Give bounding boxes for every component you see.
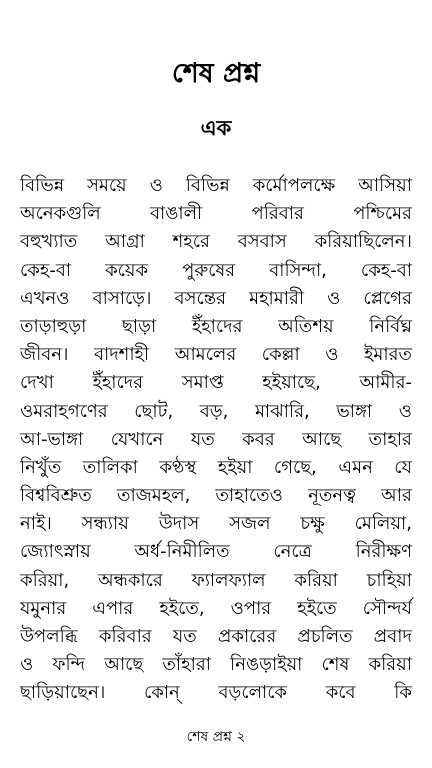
paragraph-word: দেখা bbox=[20, 372, 54, 394]
paragraph-word: চক্ষু bbox=[300, 513, 325, 535]
paragraph-word: যেখানে bbox=[110, 428, 164, 450]
paragraph-word: বড়, bbox=[199, 400, 229, 422]
paragraph-word: পশ্চিমের bbox=[353, 203, 412, 225]
paragraph-word: ইমারত bbox=[364, 344, 412, 366]
paragraph-word: করিয়াছিলেন। bbox=[314, 231, 412, 253]
paragraph-word: কর্মোপলক্ষে bbox=[252, 175, 336, 196]
paragraph-word: মহামারী bbox=[249, 287, 305, 309]
paragraph-word: অতিশয় bbox=[278, 315, 334, 337]
paragraph-word: সময়ে bbox=[86, 175, 127, 196]
paragraph-word: সমাপ্ত bbox=[181, 372, 224, 394]
paragraph-word: উদাস bbox=[158, 513, 200, 535]
paragraph-word: তাড়াহুড়া bbox=[20, 315, 87, 337]
paragraph-word: কণ্ঠস্থ bbox=[159, 456, 197, 478]
paragraph-word: আমীর- bbox=[359, 372, 412, 394]
paragraph-word: করিয়া bbox=[294, 569, 338, 591]
paragraph-word: প্লেগের bbox=[363, 287, 412, 309]
paragraph-word: জীবন। bbox=[20, 344, 69, 366]
paragraph-word: শেষ bbox=[321, 654, 350, 676]
paragraph-line bbox=[20, 623, 412, 651]
paragraph-word: সৌন্দর্য bbox=[362, 597, 412, 619]
paragraph-word: অনেকগুলি bbox=[20, 203, 101, 225]
paragraph-line bbox=[20, 567, 412, 595]
paragraph-word: প্রকারের bbox=[217, 626, 277, 647]
paragraph-word: ও bbox=[149, 175, 163, 196]
paragraph-word: ও bbox=[325, 344, 339, 366]
paragraph-word: ছাড়িয়াছেন। bbox=[20, 682, 106, 704]
paragraph-word: এখনও bbox=[20, 287, 70, 309]
paragraph-word: আসিয়া bbox=[358, 175, 412, 196]
chapter-title: এক bbox=[200, 116, 232, 140]
paragraph-line bbox=[20, 510, 412, 538]
paragraph-word: তাহাতেও bbox=[215, 485, 283, 507]
book-title: শেষ প্রশ্ন bbox=[171, 58, 261, 89]
paragraph-line bbox=[20, 454, 412, 482]
paragraph-word: তালিকা bbox=[82, 456, 138, 478]
paragraph-word: ও bbox=[327, 287, 341, 309]
paragraph-word: কবর bbox=[242, 428, 275, 450]
paragraph-word: আছে bbox=[302, 428, 342, 450]
paragraph-word: প্রবাদ bbox=[373, 626, 412, 647]
paragraph-word: মাঝারি, bbox=[254, 400, 310, 422]
paragraph-word: ও bbox=[20, 654, 34, 676]
paragraph-word: পরিবার bbox=[251, 203, 304, 225]
paragraph-word: বসবাস bbox=[237, 231, 287, 253]
paragraph-word: কেহ-বা bbox=[20, 259, 72, 281]
paragraph-line bbox=[20, 398, 412, 426]
paragraph-line bbox=[20, 679, 412, 707]
paragraph-word: বহুখ্যাত bbox=[20, 231, 78, 253]
paragraph-line bbox=[20, 595, 412, 623]
paragraph-word: সজল bbox=[229, 513, 271, 535]
paragraph-word: পুরুষের bbox=[182, 259, 236, 281]
paragraph-word: আগ্রা bbox=[105, 231, 145, 253]
paragraph-word: করিয়া, bbox=[20, 569, 70, 591]
paragraph-word: আর bbox=[381, 485, 412, 507]
paragraph-word: হইয়া bbox=[217, 456, 253, 478]
paragraph-line bbox=[20, 313, 412, 341]
paragraph-word: কেল্লা bbox=[261, 344, 300, 366]
paragraph-word: তাঁহারা bbox=[162, 654, 211, 676]
paragraph-word: গেছে, bbox=[273, 456, 317, 478]
paragraph-word: হইতে bbox=[297, 597, 337, 619]
paragraph-word: নিরীক্ষণ bbox=[355, 541, 412, 563]
paragraph-word: আছে bbox=[104, 654, 144, 676]
paragraph-word: যে bbox=[394, 456, 412, 478]
paragraph-word: বিশ্ববিশ্রুত bbox=[20, 485, 92, 507]
paragraph-word: ফ্যালফ্যাল bbox=[191, 569, 266, 591]
paragraph-word: হইতে, bbox=[159, 597, 205, 619]
paragraph-word: কেহ-বা bbox=[360, 259, 412, 281]
paragraph-word: বড়লোকে bbox=[218, 682, 288, 704]
paragraph-line bbox=[20, 651, 412, 679]
paragraph-line bbox=[20, 426, 412, 454]
paragraph-word: বাসাড়ে। bbox=[92, 287, 152, 309]
paragraph-word: বাঙালী bbox=[149, 203, 203, 225]
paragraph-word: তাহার bbox=[368, 428, 412, 450]
paragraph-word: করিবার bbox=[98, 626, 152, 647]
paragraph-word: এপার bbox=[92, 597, 134, 619]
paragraph-line bbox=[20, 369, 412, 397]
paragraph-word: নাই। bbox=[20, 513, 52, 535]
paragraph-word: নূতনত্ব bbox=[308, 485, 356, 507]
paragraph-word: নিখুঁত bbox=[20, 456, 62, 478]
paragraph-word: যত bbox=[190, 428, 215, 450]
body-paragraph bbox=[20, 172, 412, 708]
paragraph-word: বাসিন্দা, bbox=[269, 259, 327, 281]
paragraph-word: বাদশাহী bbox=[93, 344, 150, 366]
paragraph-word: এমন bbox=[338, 456, 373, 478]
paragraph-word: সন্ধ্যায় bbox=[81, 513, 129, 535]
paragraph-word: ফন্দি bbox=[52, 654, 86, 676]
paragraph-word: ছোট, bbox=[134, 400, 174, 422]
paragraph-line bbox=[20, 257, 412, 285]
paragraph-word: কি bbox=[394, 682, 412, 704]
paragraph-word: বসন্তের bbox=[174, 287, 226, 309]
paragraph-line bbox=[20, 341, 412, 369]
paragraph-line bbox=[20, 200, 412, 228]
paragraph-word: বিভিন্ন bbox=[185, 175, 230, 196]
paragraph-word: শহরে bbox=[172, 231, 210, 253]
paragraph-line bbox=[20, 172, 412, 200]
paragraph-word: ইঁহাদের bbox=[92, 372, 144, 394]
paragraph-line bbox=[20, 285, 412, 313]
paragraph-word: অর্ধ-নিমীলিত bbox=[134, 541, 230, 563]
paragraph-word: হইয়াছে, bbox=[262, 372, 321, 394]
paragraph-word: মেলিয়া, bbox=[354, 513, 412, 535]
paragraph-word: ছাড়া bbox=[122, 315, 157, 337]
paragraph-word: নিঙড়াইয়া bbox=[230, 654, 303, 676]
paragraph-word: ওপার bbox=[230, 597, 272, 619]
paragraph-word: আ-ভাঙ্গা bbox=[20, 428, 84, 450]
paragraph-word: নির্বিঘ্ন bbox=[369, 315, 412, 337]
paragraph-word: প্রচলিত bbox=[297, 626, 353, 647]
paragraph-line bbox=[20, 228, 412, 256]
paragraph-word: তাজমহল, bbox=[116, 485, 191, 507]
paragraph-word: উপলব্ধি bbox=[20, 626, 78, 647]
paragraph-word: বিভিন্ন bbox=[20, 175, 65, 196]
page-footer: শেষ প্রশ্ন ২ bbox=[186, 729, 246, 745]
paragraph-word: কোন্ bbox=[143, 682, 180, 704]
paragraph-word: ইঁহাদের bbox=[191, 315, 243, 337]
paragraph-word: ও bbox=[398, 400, 412, 422]
paragraph-word: জ্যোৎস্নায় bbox=[20, 541, 91, 563]
paragraph-word: চাহিয়া bbox=[366, 569, 412, 591]
paragraph-line bbox=[20, 482, 412, 510]
paragraph-word: যমুনার bbox=[20, 597, 67, 619]
paragraph-word: করিয়া bbox=[368, 654, 412, 676]
paragraph-word: কয়েক bbox=[105, 259, 149, 281]
paragraph-word: ওমরাহগণের bbox=[20, 400, 108, 422]
paragraph-word: আমলের bbox=[174, 344, 237, 366]
paragraph-line bbox=[20, 538, 412, 566]
paragraph-word: কবে bbox=[325, 682, 356, 704]
paragraph-word: অন্ধকারে bbox=[97, 569, 163, 591]
paragraph-word: যত bbox=[172, 626, 197, 647]
paragraph-word: ভাঙ্গা bbox=[336, 400, 373, 422]
paragraph-word: নেত্রে bbox=[273, 541, 312, 563]
